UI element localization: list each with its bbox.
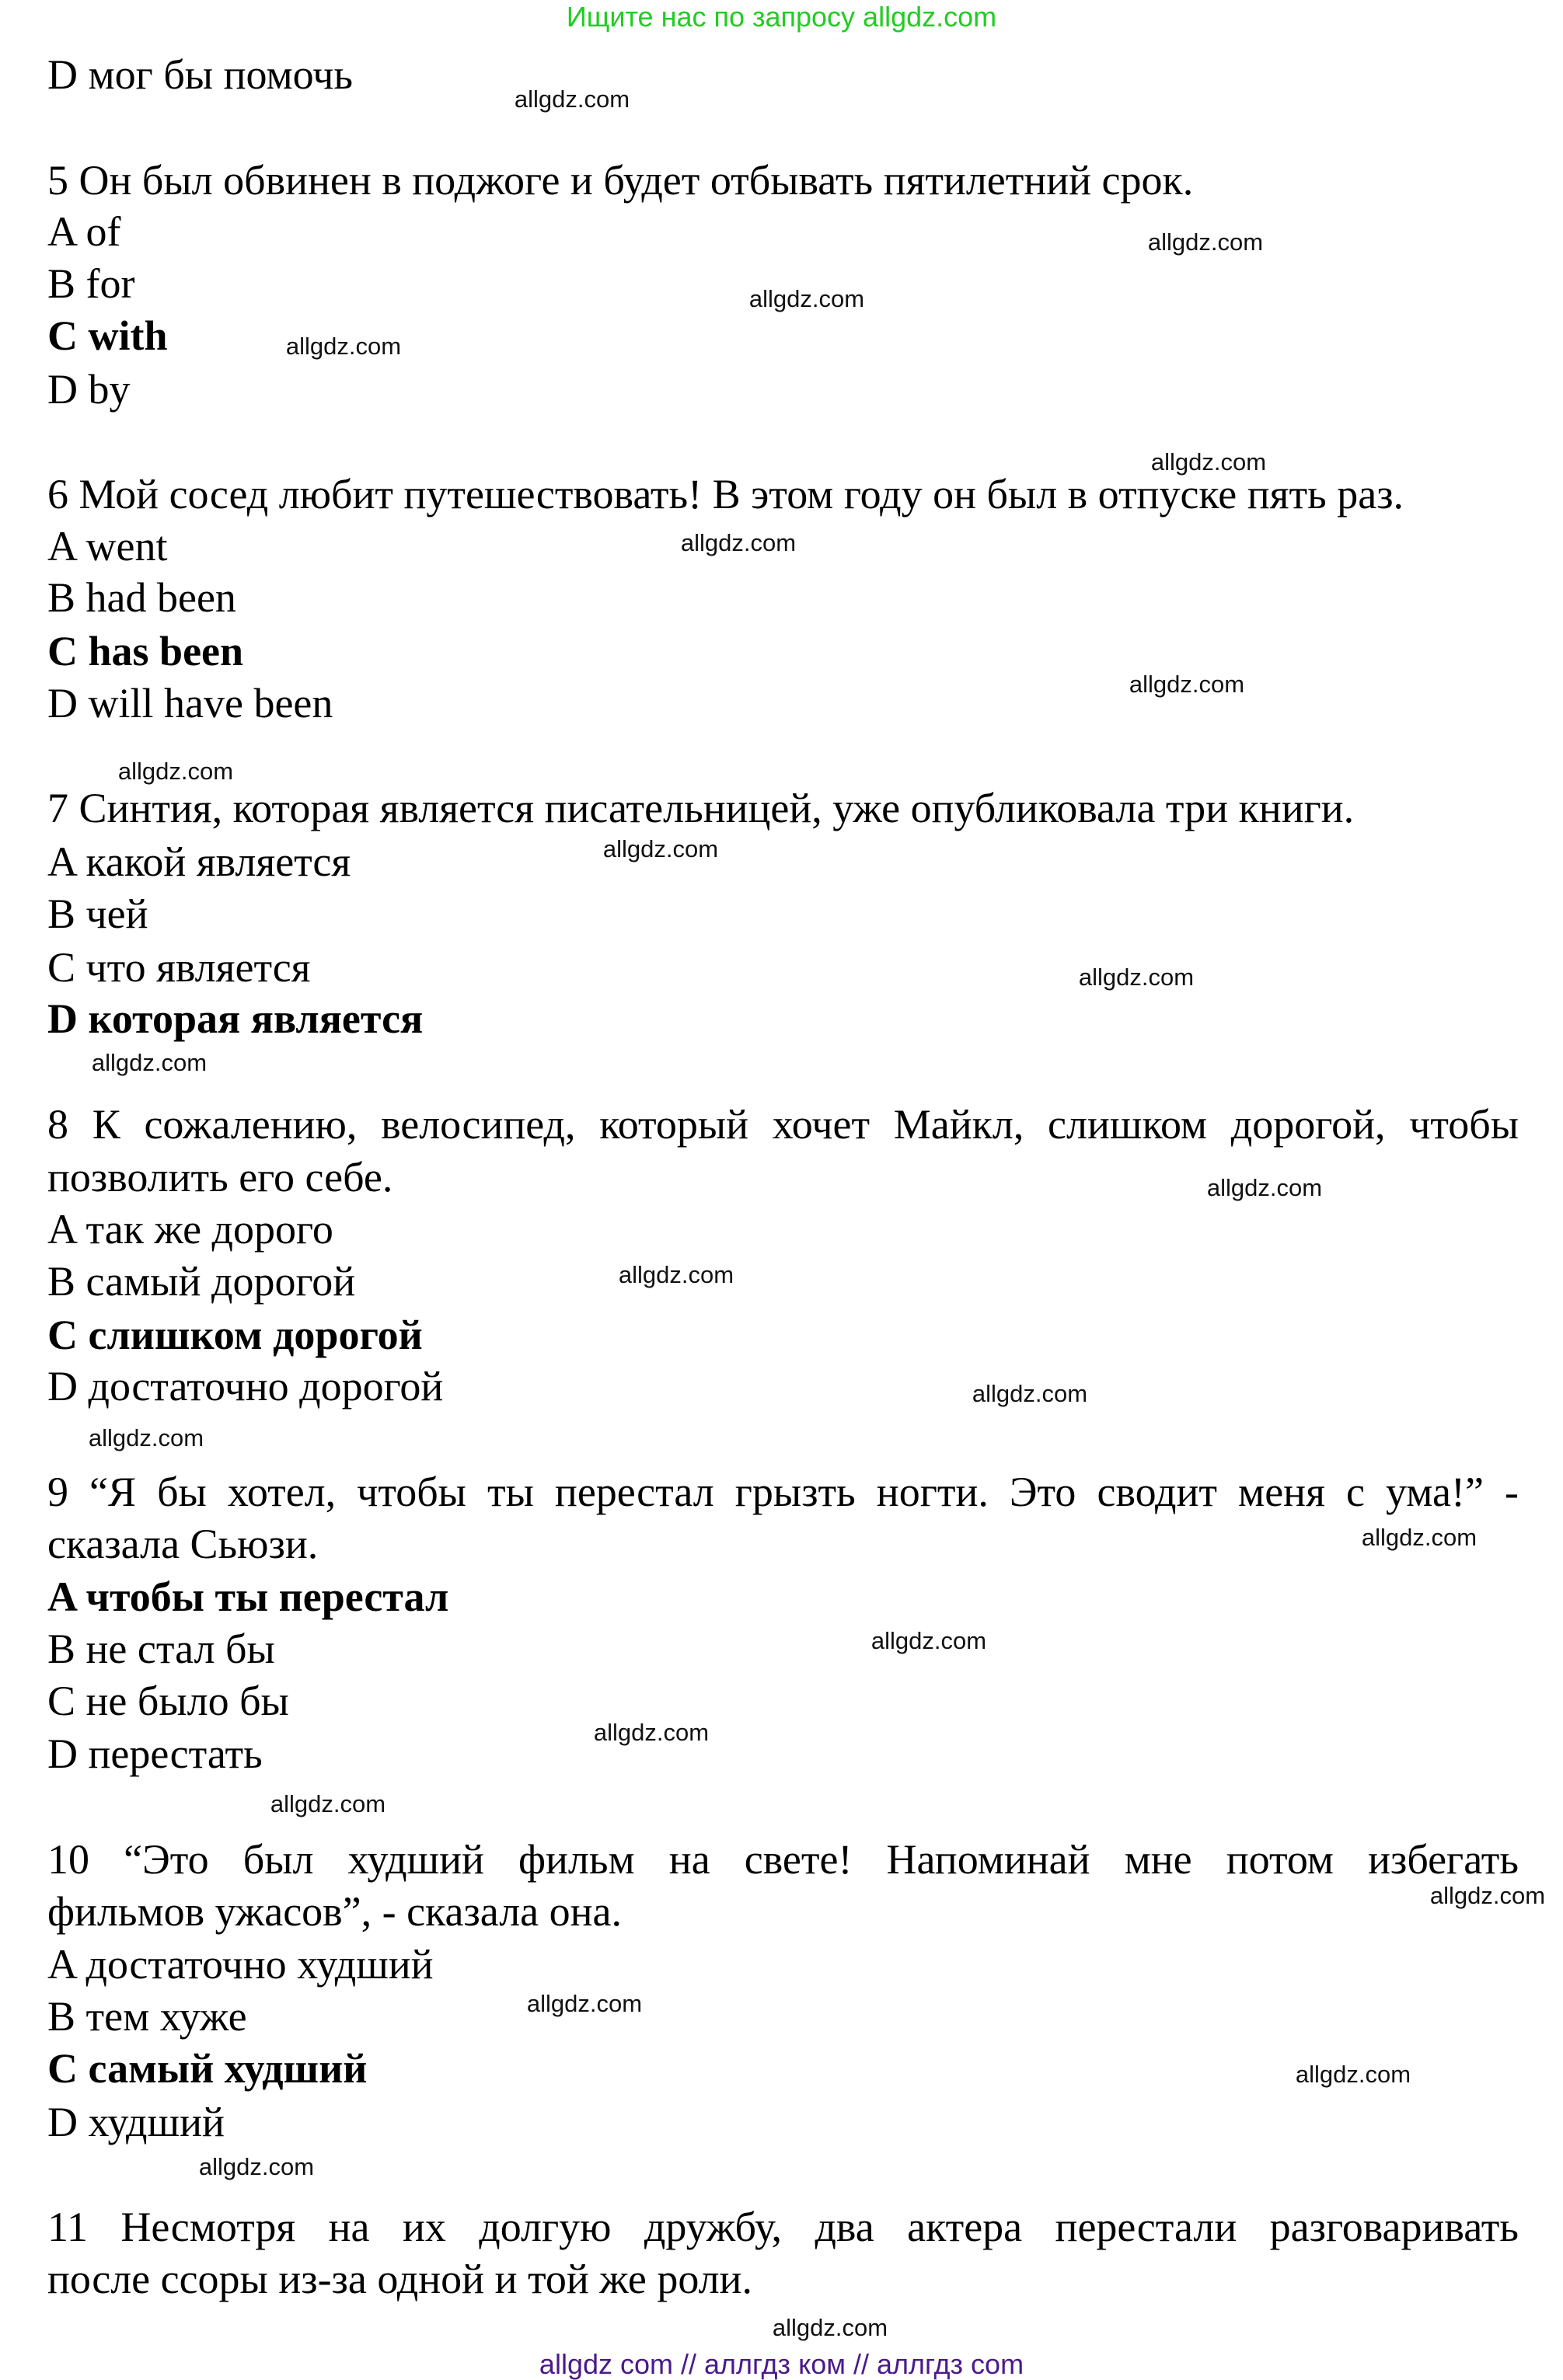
- watermark: allgdz.com: [772, 2314, 888, 2341]
- text-line: B for: [47, 260, 135, 307]
- text-line: 10 “Это был худший фильм на свете! Напоминай мне потом избегать: [47, 1836, 1519, 1883]
- text-line: B тем хуже: [47, 1993, 247, 2040]
- watermark: allgdz.com: [602, 835, 719, 862]
- text-line: B самый дорогой: [47, 1258, 356, 1305]
- answer-line-correct: C with: [47, 312, 168, 359]
- footer-banner: allgdz com // аллгдз ком // аллгдз com: [539, 2348, 1024, 2380]
- text-line: C не было бы: [47, 1678, 289, 1724]
- text-line: 11 Несмотря на их долгую дружбу, два актера перестали разговаривать: [47, 2204, 1519, 2250]
- answer-line-correct: C has been: [47, 628, 244, 674]
- header-banner: Ищите нас по запросу allgdz.com: [566, 1, 997, 33]
- text-line: C что является: [47, 944, 311, 991]
- text-line: B не стал бы: [47, 1626, 275, 1672]
- watermark: allgdz.com: [1147, 228, 1264, 256]
- watermark: allgdz.com: [88, 1424, 204, 1451]
- text-line: 5 Он был обвинен в поджоге и будет отбывать пятилетний срок.: [47, 157, 1194, 204]
- text-line: 6 Мой сосед любит путешествовать! В этом году он был в отпуске пять раз.: [47, 471, 1404, 517]
- text-line: A of: [47, 208, 121, 255]
- text-line: B had been: [47, 574, 236, 621]
- text-line: сказала Сьюзи.: [47, 1521, 319, 1567]
- watermark: allgdz.com: [1078, 963, 1195, 991]
- watermark: allgdz.com: [618, 1261, 734, 1288]
- text-line: A достаточно худший: [47, 1941, 434, 1988]
- text-line: 9 “Я бы хотел, чтобы ты перестал грызть ногти. Это сводит меня с ума!” -: [47, 1469, 1519, 1515]
- answer-line-correct: C самый худший: [47, 2045, 368, 2092]
- watermark: allgdz.com: [593, 1719, 710, 1746]
- text-line: D перестать: [47, 1730, 263, 1777]
- watermark: allgdz.com: [1206, 1174, 1323, 1201]
- watermark: allgdz.com: [748, 285, 865, 312]
- watermark: allgdz.com: [117, 758, 234, 785]
- text-line: A went: [47, 523, 168, 570]
- text-line: A так же дорого: [47, 1206, 333, 1253]
- watermark: allgdz.com: [91, 1049, 208, 1076]
- text-line: D by: [47, 366, 131, 413]
- watermark: allgdz.com: [1150, 448, 1267, 476]
- watermark: allgdz.com: [1295, 2061, 1411, 2088]
- text-line: 8 К сожалению, велосипед, который хочет Майкл, слишком дорогой, чтобы: [47, 1101, 1519, 1148]
- text-line: фильмов ужасов”, - сказала она.: [47, 1888, 623, 1935]
- watermark: allgdz.com: [270, 1790, 386, 1817]
- watermark: allgdz.com: [526, 1990, 643, 2017]
- text-line: A какой является: [47, 838, 351, 885]
- watermark: allgdz.com: [514, 85, 630, 113]
- answer-line-correct: C слишком дорогой: [47, 1312, 423, 1358]
- answer-line-correct: A чтобы ты перестал: [47, 1573, 449, 1620]
- watermark: allgdz.com: [1129, 671, 1245, 698]
- watermark: allgdz.com: [285, 333, 402, 360]
- watermark: allgdz.com: [680, 529, 797, 556]
- watermark: allgdz.com: [198, 2153, 315, 2180]
- watermark: allgdz.com: [870, 1627, 987, 1654]
- text-line: позволить его себе.: [47, 1154, 393, 1200]
- text-line: D will have been: [47, 680, 333, 727]
- answer-line-correct: D которая является: [47, 995, 424, 1042]
- text-line: D худший: [47, 2099, 225, 2145]
- text-line: 7 Синтия, которая является писательницей, уже опубликовала три книги.: [47, 785, 1355, 831]
- watermark: allgdz.com: [1361, 1524, 1478, 1551]
- watermark: allgdz.com: [972, 1380, 1088, 1407]
- text-line: B чей: [47, 890, 148, 937]
- text-line: после ссоры из-за одной и той же роли.: [47, 2256, 752, 2302]
- watermark: allgdz.com: [1429, 1882, 1546, 1909]
- text-line: D достаточно дорогой: [47, 1363, 444, 1410]
- text-line: D мог бы помочь: [47, 51, 354, 98]
